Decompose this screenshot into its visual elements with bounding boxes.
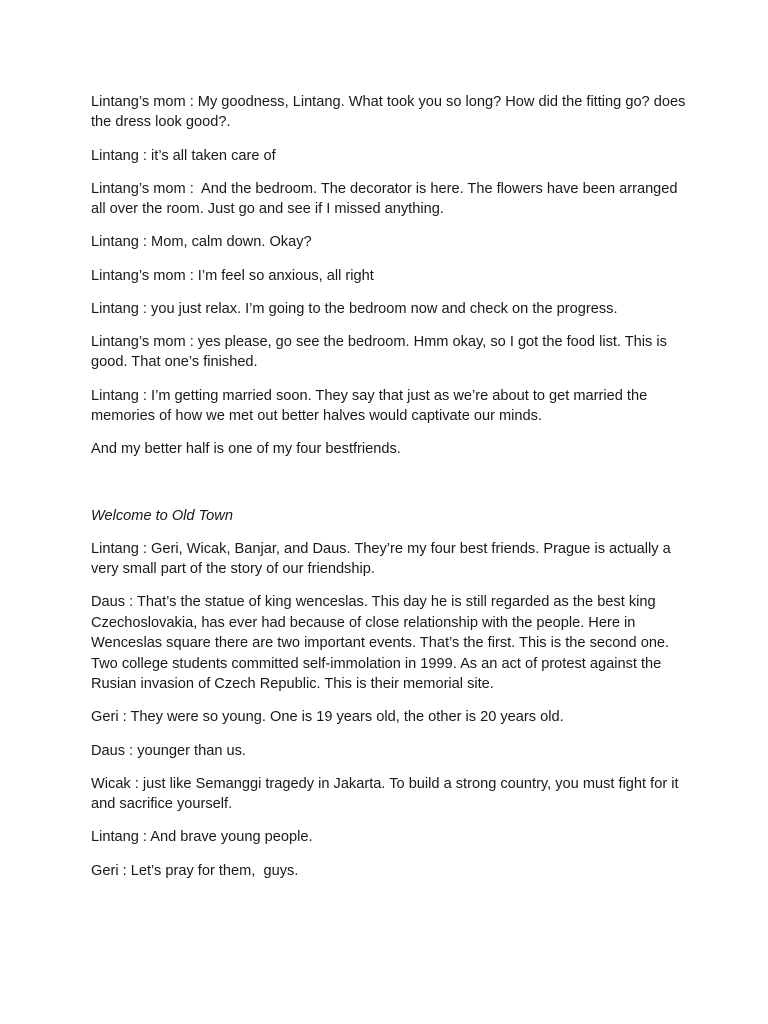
paragraph: And my better half is one of my four bestfriends. <box>91 441 401 458</box>
paragraph: Lintang : Mom, calm down. Okay? <box>91 234 312 251</box>
paragraph: Lintang : I’m getting married soon. They say that just as we’re about to get married the memories of how we met out better halves would captivate our minds. <box>91 387 652 425</box>
paragraph: Geri : They were so young. One is 19 years old, the other is 20 years old. <box>91 709 564 726</box>
document-page <box>91 92 691 894</box>
paragraph: Geri : Let’s pray for them, guys. <box>91 862 299 879</box>
paragraph: Lintang : And brave young people. <box>91 829 313 846</box>
paragraph: Wicak : just like Semanggi tragedy in Jakarta. To build a strong country, you must fight for it and sacrifice yourself. <box>91 775 683 813</box>
paragraph: Lintang’s mom : My goodness, Lintang. What took you so long? How did the fitting go? does the dress look good?. <box>91 94 690 131</box>
paragraph: Lintang : it’s all taken care of <box>91 147 276 164</box>
section-heading: Welcome to Old Town <box>91 507 233 524</box>
paragraph: Lintang’s mom : yes please, go see the bedroom. Hmm okay, so I got the food list. This is good. That one’s finished. <box>91 334 671 371</box>
paragraph: Daus : That’s the statue of king wenceslas. This day he is still regarded as the best king Czechoslovakia, has ever had because of close relationship with the people. Here in Wenceslas square there are two important events. That’s the first. This is the second one. Two college students committed self-immolation in 1999. As an act of protest against the Rusian invasion of Czech Republic. This is their memorial site. <box>91 594 673 693</box>
paragraph: Lintang’s mom : And the bedroom. The decorator is here. The flowers have been arranged all over the room. Just go and see if I missed anything. <box>91 180 682 218</box>
paragraph: Lintang : you just relax. I’m going to the bedroom now and check on the progress. <box>91 300 618 317</box>
paragraph: Lintang’s mom : I’m feel so anxious, all right <box>91 267 374 284</box>
paragraph: Lintang : Geri, Wicak, Banjar, and Daus. They’re my four best friends. Prague is actually a very small part of the story of our friendship. <box>91 540 675 578</box>
paragraph: Daus : younger than us. <box>91 742 246 759</box>
